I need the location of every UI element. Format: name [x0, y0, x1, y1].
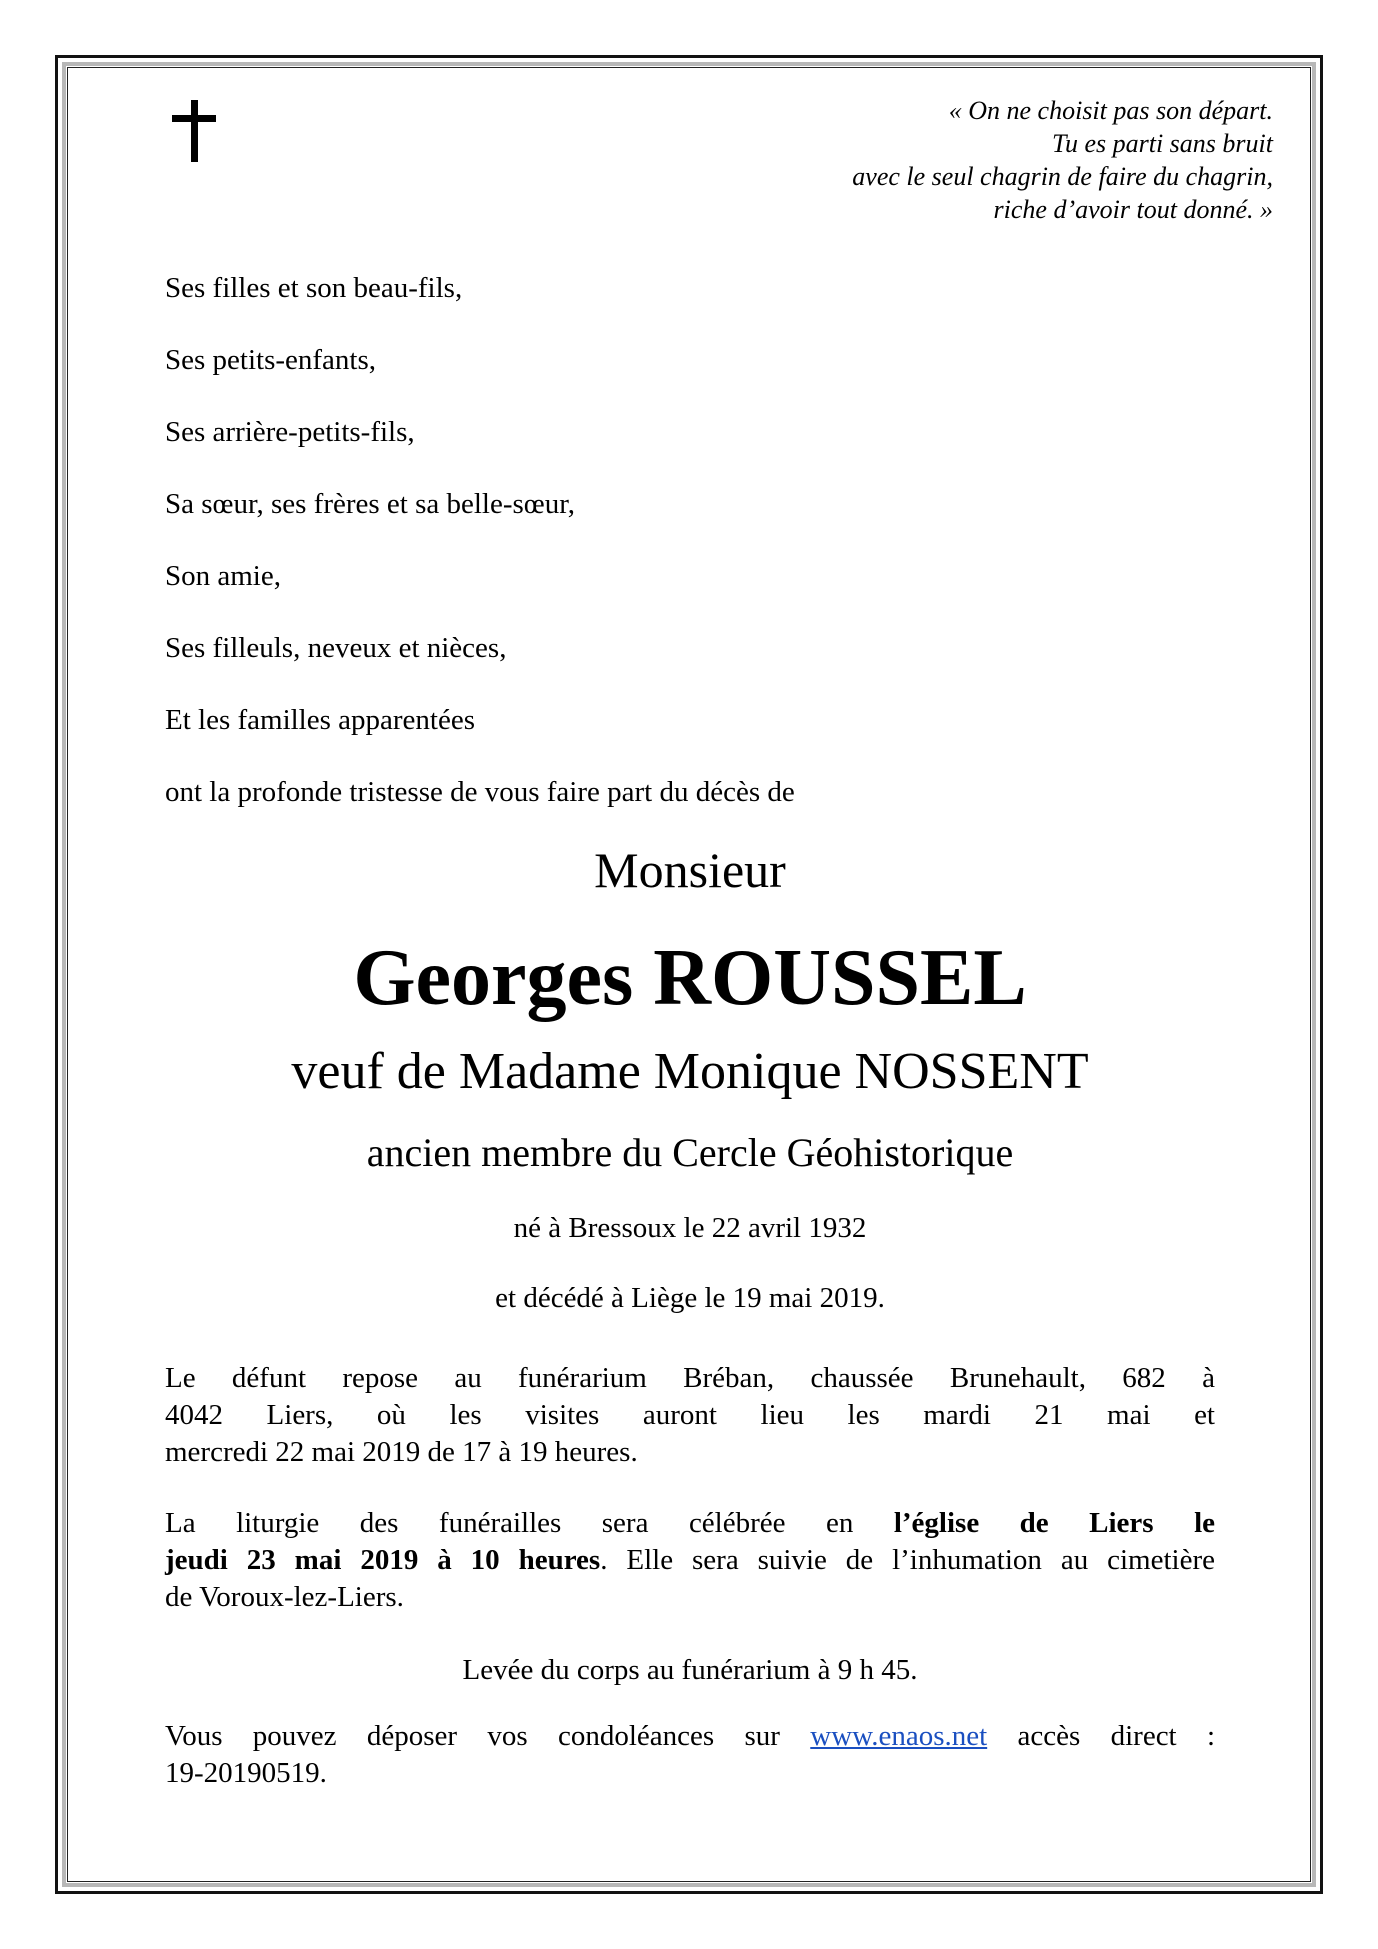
quote-line: avec le seul chagrin de faire du chagrin,: [852, 162, 1273, 191]
family-line: Son amie,: [165, 560, 281, 592]
deceased-name: Georges ROUSSEL: [353, 934, 1027, 1022]
funeral-text: La liturgie des funérailles sera célébrée en: [165, 1507, 894, 1539]
condolences-paragraph: [165, 1718, 1215, 1792]
deceased-role: ancien membre du Cercle Géohistorique: [366, 1130, 1014, 1175]
quote-line: riche d’avoir tout donné. »: [993, 195, 1273, 224]
funeral-text: . Elle sera suivie de l’inhumation au cimetière: [600, 1544, 1215, 1576]
deceased-title: Monsieur: [594, 842, 786, 898]
condolences-link[interactable]: www.enaos.net: [810, 1720, 988, 1752]
levee-du-corps: Levée du corps au funérarium à 9 h 45.: [462, 1654, 918, 1686]
quote-line: « On ne choisit pas son départ.: [948, 96, 1273, 125]
funeral-datetime: jeudi 23 mai 2019 à 10 heures: [165, 1544, 601, 1576]
announcement-line: ont la profonde tristesse de vous faire part du décès de: [165, 776, 795, 808]
condolences-line: [165, 1718, 1215, 1755]
visitation-line: Le défunt repose au funérarium Bréban, chaussée Brunehault, 682 à: [165, 1362, 1215, 1394]
access-code: 19-20190519.: [165, 1757, 327, 1789]
funeral-line: [165, 1542, 1215, 1579]
family-line: Ses filleuls, neveux et nièces,: [165, 632, 507, 664]
family-line: Ses filles et son beau-fils,: [165, 272, 463, 304]
quote-line: Tu es parti sans bruit: [1051, 129, 1273, 158]
condolences-text: Vous pouvez déposer vos condoléances sur: [165, 1720, 811, 1752]
epitaph-quote: [673, 94, 1273, 226]
visitation-paragraph: [165, 1360, 1215, 1471]
family-line: Ses arrière-petits-fils,: [165, 416, 415, 448]
birth-info: né à Bressoux le 22 avril 1932: [513, 1212, 867, 1244]
condolences-text: accès direct :: [987, 1720, 1215, 1752]
funeral-line: de Voroux-lez-Liers.: [165, 1581, 404, 1613]
cross-icon: [172, 100, 216, 162]
widow-of: veuf de Madame Monique NOSSENT: [291, 1043, 1089, 1100]
family-line: Ses petits-enfants,: [165, 344, 377, 376]
visitation-line: mercredi 22 mai 2019 de 17 à 19 heures.: [165, 1436, 638, 1468]
visitation-line: 4042 Liers, où les visites auront lieu les mardi 21 mai et: [165, 1399, 1215, 1431]
family-line: Sa sœur, ses frères et sa belle-sœur,: [165, 488, 575, 520]
family-line: Et les familles apparentées: [165, 704, 476, 736]
funeral-paragraph: [165, 1505, 1215, 1616]
family-list: [165, 270, 795, 846]
death-info: et décédé à Liège le 19 mai 2019.: [495, 1282, 885, 1314]
funeral-location: l’église de Liers le: [893, 1507, 1215, 1539]
funeral-line: [165, 1505, 1215, 1542]
